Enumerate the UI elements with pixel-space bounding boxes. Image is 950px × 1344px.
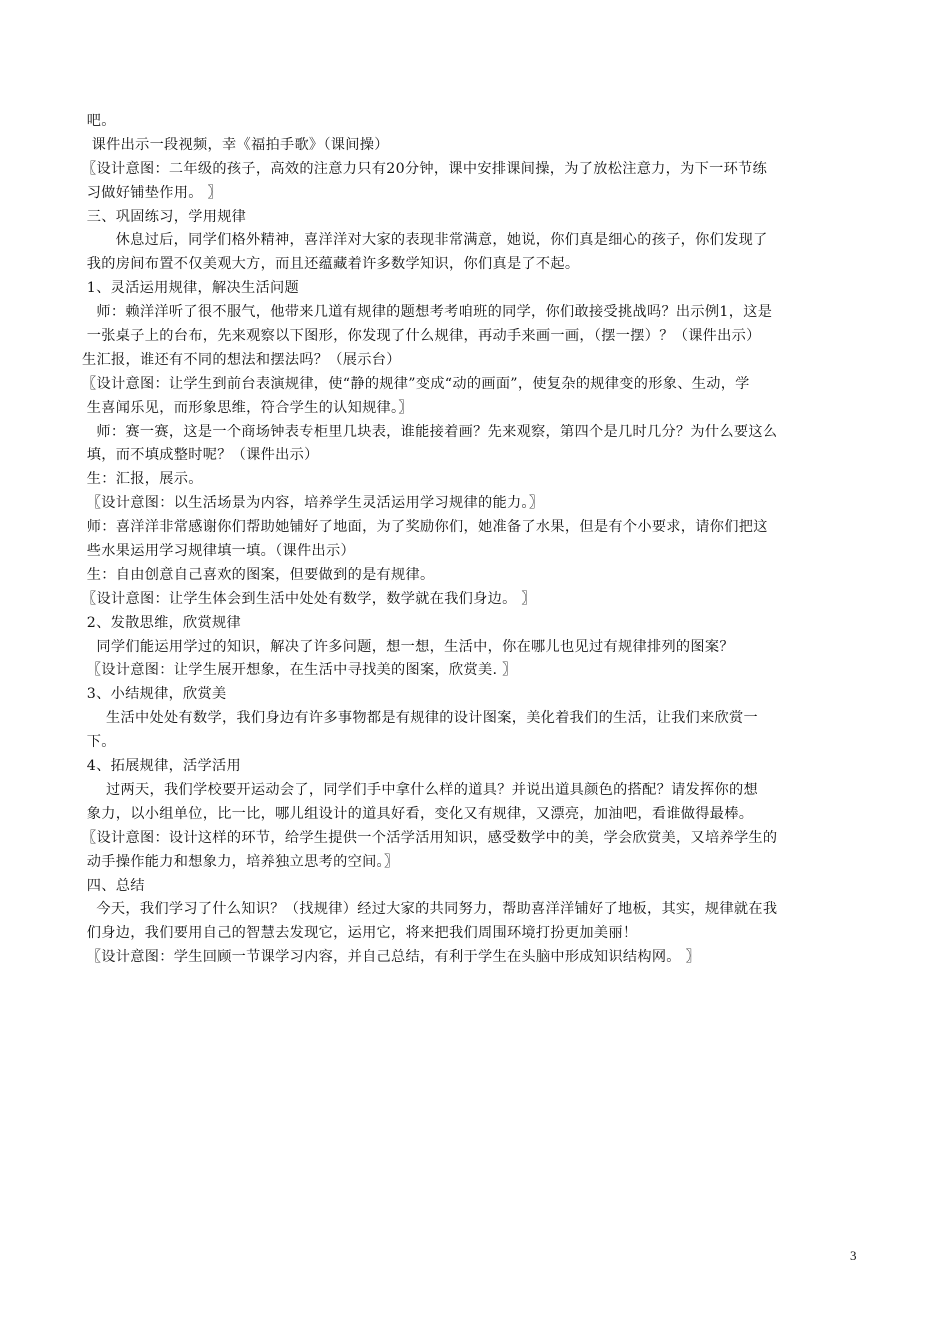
document-body xyxy=(82,110,872,970)
text-line: 填，而不填成整时呢？（课件出示） xyxy=(82,447,319,464)
text-line: 3、小结规律，欣赏美 xyxy=(82,686,227,703)
text-line: 们身边，我们要用自己的智慧去发现它，运用它，将来把我们周围环境打扮更加美丽！ xyxy=(82,925,638,942)
text-line: 〖设计意图：设计这样的环节，给学生提供一个活学活用知识，感受数学中的美，学会欣赏美，又培养学生的 xyxy=(82,829,778,846)
text-line: 生：汇报，展示。 xyxy=(82,471,203,488)
text-line: 吧。 xyxy=(82,113,116,129)
text-line: 一张桌子上的台布，先来观察以下图形，你发现了什么规律，再动手来画一画，（摆一摆）？（课件出示） xyxy=(82,328,761,345)
text-line: 4、拓展规律，活学活用 xyxy=(82,758,242,775)
text-line: 象力，以小组单位，比一比，哪儿组设计的道具好看，变化又有规律，又漂亮，加油吧，看谁做得最棒。 xyxy=(82,805,754,822)
text-line: 休息过后，同学们格外精神，喜洋洋对大家的表现非常满意，她说，你们真是细心的孩子，你们发现了 xyxy=(82,232,768,249)
text-line: 下。 xyxy=(82,734,116,751)
text-line: 今天，我们学习了什么知识？（找规律）经过大家的共同努力，帮助喜洋洋铺好了地板，其实，规律就在我 xyxy=(82,901,778,918)
text-line: 〖设计意图：以生活场景为内容，培养学生灵活运用学习规律的能力。〗 xyxy=(82,495,544,512)
text-line: 四、总结 xyxy=(82,877,145,894)
text-line: 生喜闻乐见，而形象思维，符合学生的认知规律。〗 xyxy=(82,399,413,416)
text-line: 动手操作能力和想象力，培养独立思考的空间。〗 xyxy=(82,853,399,870)
page-number: 3 xyxy=(850,1248,857,1263)
text-line: 同学们能运用学过的知识，解决了许多问题，想一想，生活中，你在哪儿也见过有规律排列的图案？ xyxy=(82,638,734,655)
text-line: 师：喜洋洋非常感谢你们帮助她铺好了地面，为了奖励你们，她准备了水果，但是有个小要求，请你们把这 xyxy=(82,519,768,536)
text-line: 师：赖洋洋听了很不服气，他带来几道有规律的题想考考咱班的同学，你们敢接受挑战吗？出示例1，这是 xyxy=(82,304,773,321)
text-line: 三、巩固练习，学用规律 xyxy=(82,208,247,225)
text-line: 生活中处处有数学，我们身边有许多事物都是有规律的设计图案，美化着我们的生活，让我们来欣赏一 xyxy=(82,710,758,727)
text-line: 〖设计意图：让学生到前台表演规律，使“静的规律”变成“动的画面”，使复杂的规律变的形象、生动，学 xyxy=(82,375,750,392)
text-line: 〖设计意图：让学生体会到生活中处处有数学，数学就在我们身边。 〗 xyxy=(82,590,536,607)
text-line: 师：赛一赛，这是一个商场钟表专柜里几块表，谁能接着画？先来观察，第四个是几时几分？为什么要这么 xyxy=(82,423,778,440)
text-line: 2、发散思维，欣赏规律 xyxy=(82,614,242,631)
text-line: 生汇报，谁还有不同的想法和摆法吗？（展示台） xyxy=(82,351,401,368)
text-line: 我的房间布置不仅美观大方，而且还蕴藏着许多数学知识，你们真是了不起。 xyxy=(82,256,580,273)
text-line: 过两天，我们学校要开运动会了，同学们手中拿什么样的道具？并说出道具颜色的搭配？请发挥你的想 xyxy=(82,781,758,798)
text-line: 些水果运用学习规律填一填。（课件出示） xyxy=(82,543,355,560)
text-line: 1、灵活运用规律，解决生活问题 xyxy=(82,280,299,297)
text-line: 〖设计意图：学生回顾一节课学习内容，并自己总结，有利于学生在头脑中形成知识结构网。 〗 xyxy=(82,949,701,966)
text-line: 生：自由创意自己喜欢的图案，但要做到的是有规律。 xyxy=(82,566,435,583)
text-line: 〖设计意图：二年级的孩子，高效的注意力只有20分钟，课中安排课间操，为了放松注意力，为下一环节练 xyxy=(82,160,768,177)
text-line: 课件出示一段视频，幸《福拍手歌》（课间操） xyxy=(82,136,389,153)
text-line: 习做好铺垫作用。 〗 xyxy=(82,184,223,201)
text-line: 〖设计意图：让学生展开想象，在生活中寻找美的图案，欣赏美. 〗 xyxy=(82,662,517,679)
